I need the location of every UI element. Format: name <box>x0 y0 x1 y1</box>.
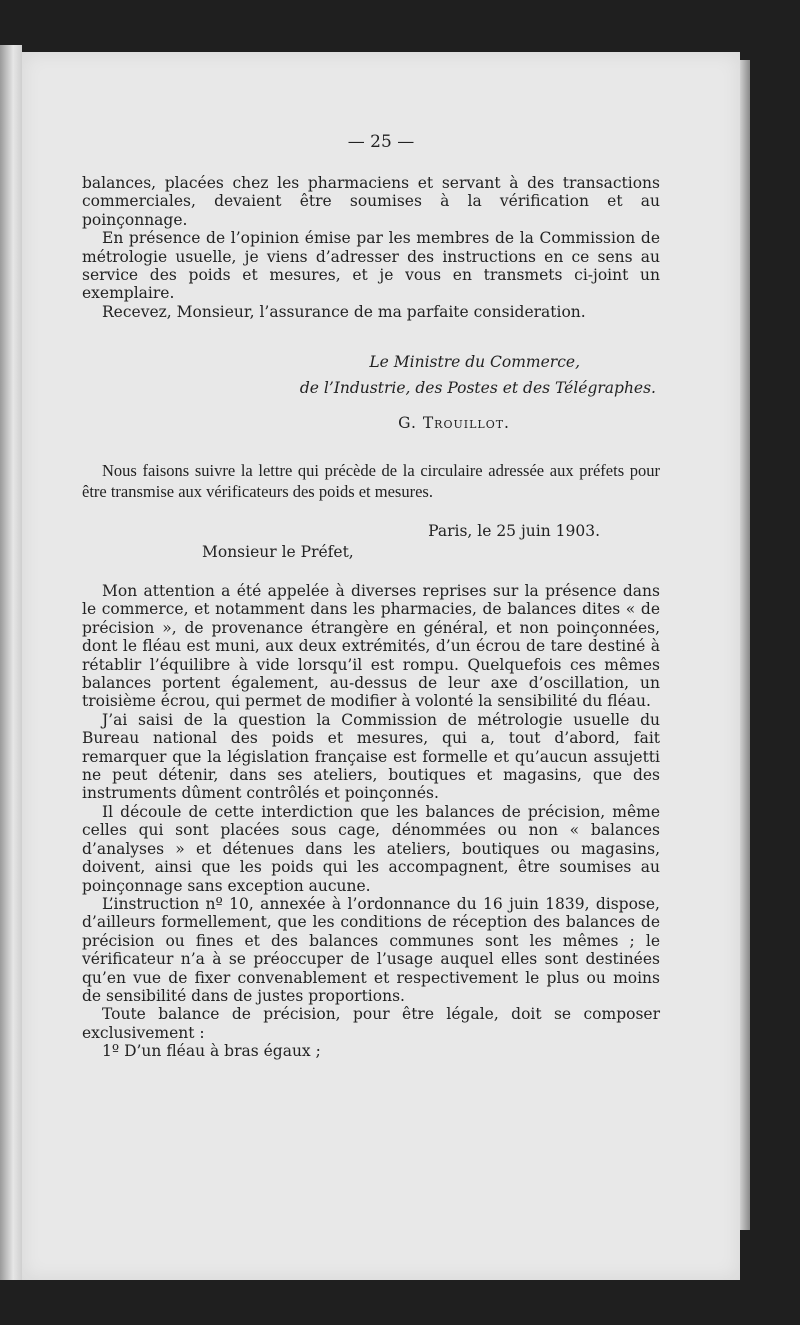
intro-paragraph: Nous faisons suivre la lettre qui précède de la circulaire adressée aux préfets pour être transmise aux vérificateurs des poids et mesures. <box>82 461 660 501</box>
page-number: — 25 — <box>347 132 415 152</box>
paragraph: Il découle de cette interdiction que les balances de précision, même celles qui sont placées sous cage, dénommées ou non « balances d’analyses » et détenues dans les ateliers, boutiques ou magasins, doivent, ainsi que les poids qui les accompagnent, être soumises au poinçonnage sans exception aucune. <box>82 802 660 895</box>
paragraph: 1º D’un fléau à bras égaux ; <box>102 1042 321 1061</box>
signature-name: G. Trouillot. <box>398 414 510 432</box>
book-page <box>22 52 740 1280</box>
signature-title-line2: de l’Industrie, des Postes et des Télégraphes. <box>299 379 656 397</box>
paragraph: Recevez, Monsieur, l’assurance de ma parfaite consideration. <box>102 302 586 321</box>
salutation: Monsieur le Préfet, <box>202 543 354 561</box>
paragraph: balances, placées chez les pharmaciens et servant à des transactions commerciales, devaient être soumises à la vérification et au poinçonnage. <box>82 174 660 229</box>
paragraph: L’instruction nº 10, annexée à l’ordonnance du 16 juin 1839, dispose, d’ailleurs formellement, que les conditions de réception des balances de précision ou fines et des balances communes sont les mêmes ; le vérificateur n’a à se préoccuper de l’usage auquel elles sont destinées qu’en vue de fixer convenablement et respectivement le plus ou moins de sensibilité dans de justes proportions. <box>82 894 660 1005</box>
paragraph: En présence de l’opinion émise par les membres de la Commission de métrologie usuelle, je viens d’adresser des instructions en ce sens au service des poids et mesures, et je vous en transmets ci-joint un exemplaire. <box>82 229 660 303</box>
dateline: Paris, le 25 juin 1903. <box>428 522 600 540</box>
letter-ending <box>82 174 660 321</box>
facing-page-edge <box>0 45 22 1280</box>
circular-body <box>82 582 660 1061</box>
paragraph: J’ai saisi de la question la Commission de métrologie usuelle du Bureau national des poids et mesures, qui a, tout d’abord, fait remarquer que la législation française est formelle et qu’aucun assujetti ne peut détenir, dans ses ateliers, boutiques et magasins, que des instruments dûment contrôlés et poinçonnés. <box>82 710 660 803</box>
signature-title-line1: Le Ministre du Commerce, <box>369 353 580 371</box>
page-edge-shadow <box>740 60 750 1230</box>
paragraph: Toute balance de précision, pour être légale, doit se composer exclusivement : <box>82 1005 660 1042</box>
paragraph: Mon attention a été appelée à diverses reprises sur la présence dans le commerce, et notamment dans les pharmacies, de balances dites « de précision », de provenance étrangère en général, et non poinçonnées, dont le fléau est muni, aux deux extrémités, d’un écrou de tare destiné à rétablir l’équilibre à vide lorsqu’il est rompu. Quelquefois ces mêmes balances portent également, au-dessus de leur axe d’oscillation, un troisième écrou, qui permet de modifier à volonté la sensibilité du fléau. <box>82 582 660 711</box>
